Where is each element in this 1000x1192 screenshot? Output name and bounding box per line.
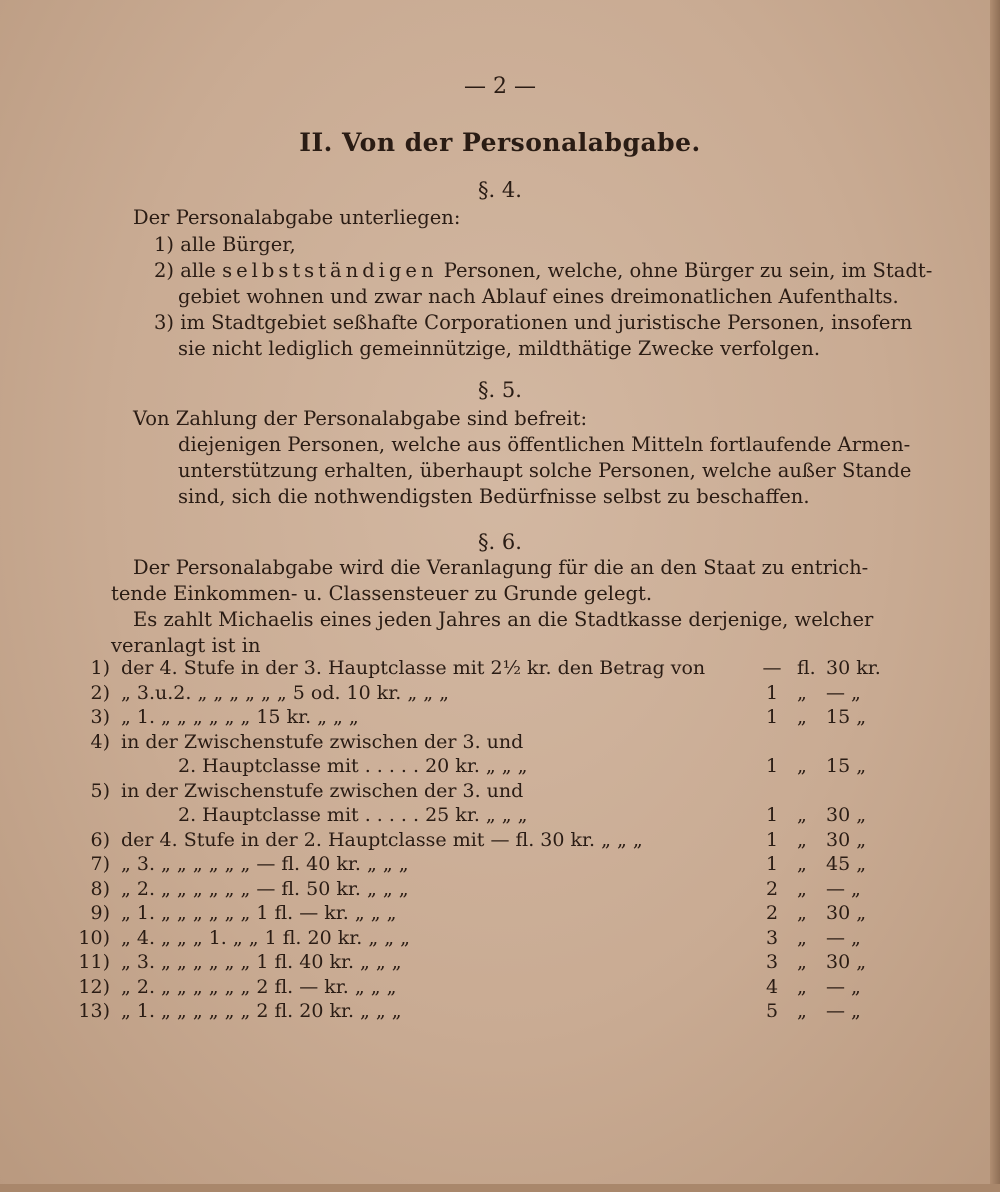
row-description: „ 1. „ „ „ „ „ „ 2 fl. 20 kr. „ „ „ xyxy=(121,1000,402,1022)
row-number: 4) xyxy=(90,730,110,753)
row-fl-value: 2 xyxy=(765,902,779,924)
row-fl-unit: „ xyxy=(797,975,807,998)
s4-item2-a: 2) alle xyxy=(154,259,216,282)
row-kr-value: 30 „ xyxy=(826,828,867,851)
s4-item2-spaced: selbstständigen xyxy=(222,259,438,282)
row-number: 2) xyxy=(90,681,110,704)
s4-item3-line2: sie nicht lediglich gemeinnützige, mildthätige Zwecke verfolgen. xyxy=(178,337,821,360)
row-number: 12) xyxy=(78,975,110,998)
s4-intro: Der Personalabgabe unterliegen: xyxy=(133,206,461,229)
s4-item1: 1) alle Bürger, xyxy=(154,233,296,256)
row-fl-unit: „ xyxy=(797,926,807,949)
paragraph-4-title: §. 4. xyxy=(478,178,522,202)
row-number: 1) xyxy=(90,657,110,679)
page-number: — 2 — xyxy=(464,74,536,99)
row-fl-unit: fl. xyxy=(797,657,816,679)
row-description: „ 2. „ „ „ „ „ „ 2 fl. — kr. „ „ „ xyxy=(121,975,397,998)
row-kr-value: 30 „ xyxy=(826,951,867,973)
row-description: 2. Hauptclasse mit . . . . . 25 kr. „ „ „ xyxy=(178,804,528,826)
row-fl-unit: „ xyxy=(797,804,807,826)
row-kr-value: — „ xyxy=(826,681,861,704)
section-heading: II. Von der Personalabgabe. xyxy=(299,128,701,157)
s6-line2: tende Einkommen- u. Classensteuer zu Grunde gelegt. xyxy=(111,582,653,605)
row-description: „ 2. „ „ „ „ „ „ — fl. 50 kr. „ „ „ xyxy=(121,877,409,900)
row-fl-value: 2 xyxy=(765,877,779,900)
row-fl-unit: „ xyxy=(797,877,807,900)
row-number: 13) xyxy=(78,1000,110,1022)
row-kr-value: 45 „ xyxy=(826,853,867,875)
paragraph-5-title: §. 5. xyxy=(478,378,522,402)
row-description: in der Zwischenstufe zwischen der 3. und xyxy=(121,730,524,753)
row-kr-value: 30 „ xyxy=(826,902,867,924)
row-fl-value: 1 xyxy=(765,853,779,875)
row-description: „ 4. „ „ „ 1. „ „ 1 fl. 20 kr. „ „ „ xyxy=(121,926,410,949)
row-number: 7) xyxy=(90,853,110,875)
page-edge-bottom xyxy=(0,1184,1000,1192)
s6-line4: veranlagt ist in xyxy=(111,634,261,657)
row-fl-value: 1 xyxy=(765,755,779,777)
row-kr-value: 30 kr. xyxy=(826,657,881,679)
paragraph-6-title: §. 6. xyxy=(478,530,522,554)
row-fl-value: 3 xyxy=(765,951,779,973)
s4-item2-b: Personen, welche, ohne Bürger zu sein, im Stadt- xyxy=(443,259,933,282)
s5-line3: unterstützung erhalten, überhaupt solche Personen, welche außer Stande xyxy=(178,459,912,482)
row-fl-value: — xyxy=(762,657,782,679)
row-fl-unit: „ xyxy=(797,1000,807,1022)
row-number: 6) xyxy=(90,828,110,851)
row-description: der 4. Stufe in der 2. Hauptclasse mit — fl. 30 kr. „ „ „ xyxy=(121,828,643,851)
row-number: 8) xyxy=(90,877,110,900)
row-number: 3) xyxy=(90,706,110,728)
row-kr-value: 30 „ xyxy=(826,804,867,826)
row-fl-unit: „ xyxy=(797,706,807,728)
row-fl-unit: „ xyxy=(797,681,807,704)
row-description: 2. Hauptclasse mit . . . . . 20 kr. „ „ „ xyxy=(178,755,528,777)
row-fl-value: 1 xyxy=(765,804,779,826)
row-description: „ 1. „ „ „ „ „ „ 1 fl. — kr. „ „ „ xyxy=(121,902,397,924)
row-description: der 4. Stufe in der 3. Hauptclasse mit 2½ kr. den Betrag von xyxy=(121,657,706,679)
s5-line4: sind, sich die nothwendigsten Bedürfnisse selbst zu beschaffen. xyxy=(178,485,810,508)
s4-item2-line2: gebiet wohnen und zwar nach Ablauf eines dreimonatlichen Aufenthalts. xyxy=(178,285,899,308)
s4-item3-line1: 3) im Stadtgebiet seßhafte Corporationen und juristische Personen, insofern xyxy=(154,311,913,334)
row-description: „ 1. „ „ „ „ „ „ 15 kr. „ „ „ xyxy=(121,706,359,728)
row-kr-value: — „ xyxy=(826,926,861,949)
row-fl-unit: „ xyxy=(797,853,807,875)
row-fl-value: 5 xyxy=(765,1000,779,1022)
row-fl-unit: „ xyxy=(797,951,807,973)
row-kr-value: — „ xyxy=(826,877,861,900)
s6-line1: Der Personalabgabe wird die Veranlagung für die an den Staat zu entrich- xyxy=(133,556,869,579)
row-number: 10) xyxy=(78,926,110,949)
row-kr-value: 15 „ xyxy=(826,706,867,728)
row-description: in der Zwischenstufe zwischen der 3. und xyxy=(121,779,524,802)
row-fl-value: 1 xyxy=(765,681,779,704)
row-number: 11) xyxy=(78,951,110,973)
row-fl-value: 4 xyxy=(765,975,779,998)
row-kr-value: — „ xyxy=(826,1000,861,1022)
row-number: 9) xyxy=(90,902,110,924)
row-fl-value: 3 xyxy=(765,926,779,949)
row-fl-value: 1 xyxy=(765,828,779,851)
row-fl-value: 1 xyxy=(765,706,779,728)
row-kr-value: 15 „ xyxy=(826,755,867,777)
s6-line3: Es zahlt Michaelis eines jeden Jahres an die Stadtkasse derjenige, welcher xyxy=(133,608,874,631)
row-description: „ 3. „ „ „ „ „ „ — fl. 40 kr. „ „ „ xyxy=(121,853,409,875)
row-description: „ 3.u.2. „ „ „ „ „ „ 5 od. 10 kr. „ „ „ xyxy=(121,681,449,704)
row-number: 5) xyxy=(90,779,110,802)
s5-line1: Von Zahlung der Personalabgabe sind befreit: xyxy=(133,407,588,430)
row-fl-unit: „ xyxy=(797,902,807,924)
s5-line2: diejenigen Personen, welche aus öffentlichen Mitteln fortlaufende Armen- xyxy=(178,433,911,456)
row-kr-value: — „ xyxy=(826,975,861,998)
row-fl-unit: „ xyxy=(797,755,807,777)
row-description: „ 3. „ „ „ „ „ „ 1 fl. 40 kr. „ „ „ xyxy=(121,951,402,973)
row-fl-unit: „ xyxy=(797,828,807,851)
s4-item2-line1 xyxy=(154,258,932,284)
